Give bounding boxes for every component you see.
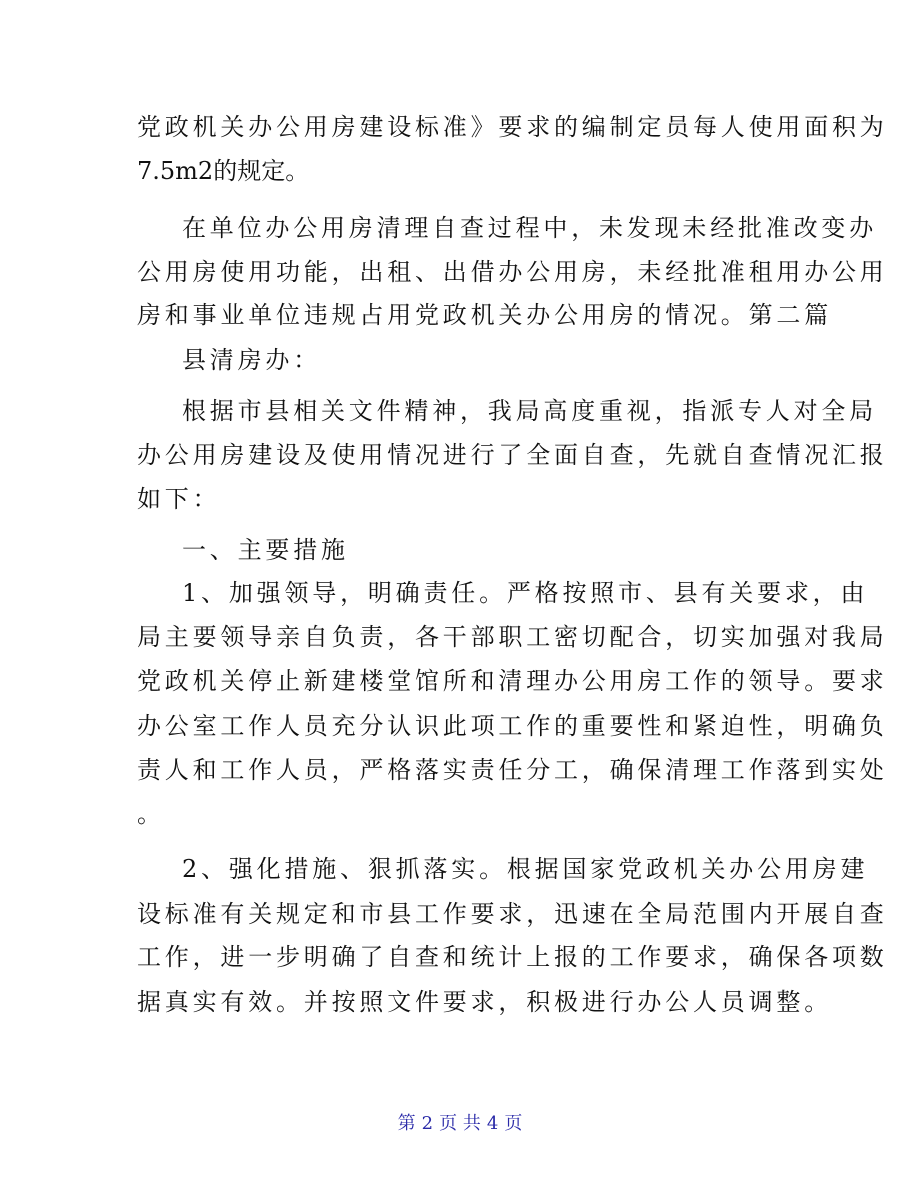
paragraph-line: 。 bbox=[137, 800, 161, 828]
footer-suffix: 页 bbox=[504, 1113, 523, 1134]
paragraph-line: 县清房办： bbox=[182, 346, 321, 374]
paragraph-line: 设标准有关规定和市县工作要求，迅速在全局范围内开展自查 bbox=[137, 900, 888, 928]
paragraph-line: 党政机关停止新建楼堂馆所和清理办公用房工作的领导。要求 bbox=[137, 667, 888, 695]
paragraph-line: 办公用房建设及使用情况进行了全面自查，先就自查情况汇报 bbox=[137, 441, 888, 469]
paragraph-line: 7.5m2的规定。 bbox=[137, 157, 310, 185]
section-heading: 一、主要措施 bbox=[182, 536, 349, 564]
footer-page-number: 2 bbox=[421, 1113, 434, 1134]
paragraph-line: 工作，进一步明确了自查和统计上报的工作要求，确保各项数 bbox=[137, 943, 888, 971]
paragraph-line: 2、强化措施、狠抓落实。根据国家党政机关办公用房建 bbox=[182, 855, 869, 883]
paragraph-line: 在单位办公用房清理自查过程中，未发现未经批准改变办 bbox=[182, 214, 877, 242]
paragraph-line: 据真实有效。并按照文件要求，积极进行办公人员调整。 bbox=[137, 988, 832, 1016]
footer-total-pages: 4 bbox=[486, 1113, 499, 1134]
page-footer bbox=[0, 1111, 920, 1137]
footer-prefix: 第 bbox=[397, 1113, 416, 1134]
footer-middle: 页 共 bbox=[439, 1113, 481, 1134]
paragraph-line: 根据市县相关文件精神，我局高度重视，指派专人对全局 bbox=[182, 397, 877, 425]
paragraph-line: 公用房使用功能，出租、出借办公用房，未经批准租用办公用 bbox=[137, 258, 888, 286]
paragraph-line: 党政机关办公用房建设标准》要求的编制定员每人使用面积为 bbox=[137, 113, 888, 141]
paragraph-line: 1、加强领导，明确责任。严格按照市、县有关要求，由 bbox=[182, 579, 869, 607]
paragraph-line: 责人和工作人员，严格落实责任分工，确保清理工作落到实处 bbox=[137, 756, 888, 784]
paragraph-line: 如下： bbox=[137, 485, 221, 513]
paragraph-line: 房和事业单位违规占用党政机关办公用房的情况。第二篇 bbox=[137, 301, 832, 329]
paragraph-line: 办公室工作人员充分认识此项工作的重要性和紧迫性，明确负 bbox=[137, 712, 888, 740]
paragraph-line: 局主要领导亲自负责，各干部职工密切配合，切实加强对我局 bbox=[137, 623, 888, 651]
